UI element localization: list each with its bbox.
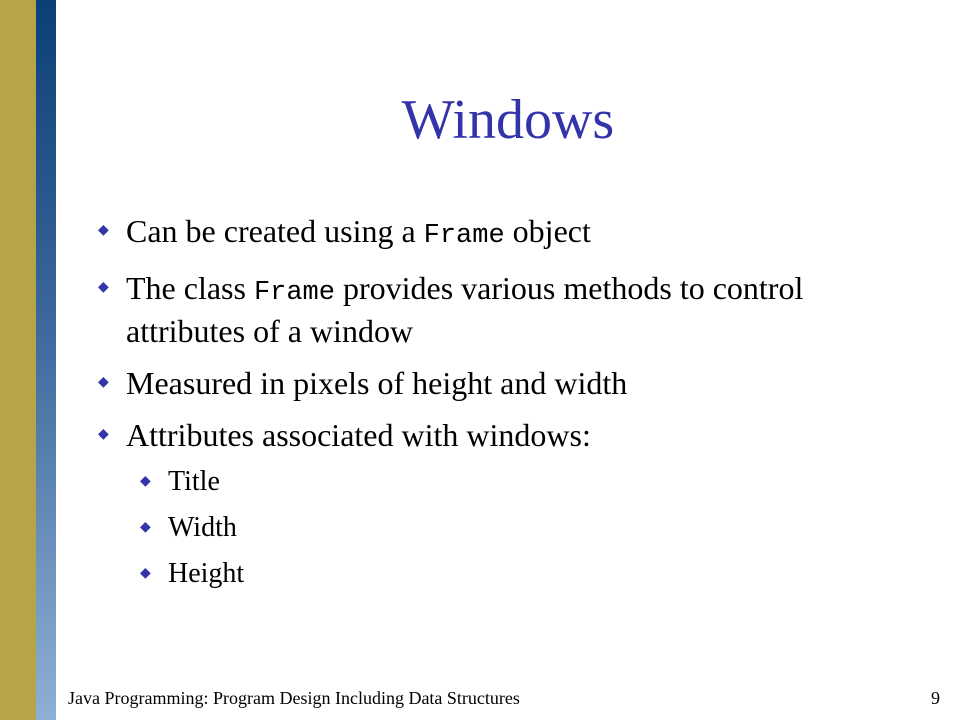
bullet-list [96, 212, 926, 604]
code-frame: Frame [253, 278, 335, 308]
bullet-item: ◆ Can be created using a Frame object [98, 213, 591, 251]
diamond-bullet-icon: ◆ [98, 375, 109, 390]
diamond-bullet-icon: ◆ [98, 223, 109, 238]
bullet-item: ◆ Measured in pixels of height and width [98, 365, 628, 401]
diamond-bullet-icon: ◆ [98, 427, 109, 442]
diamond-bullet-icon: ◆ [140, 474, 151, 489]
sub-bullet-item: ◆ Title [140, 466, 220, 497]
sub-bullet-item: ◆ Height [140, 558, 245, 589]
bullet-item: ◆ The class Frame provides various methods to control attributes of a window [98, 270, 804, 349]
footer-text: Java Programming: Program Design Including Data Structures [68, 688, 520, 708]
diamond-bullet-icon: ◆ [98, 280, 109, 295]
page-number: 9 [931, 688, 940, 708]
left-olive-bar [0, 0, 36, 720]
bullet-item: ◆ Attributes associated with windows: [98, 417, 591, 453]
diamond-bullet-icon: ◆ [140, 520, 151, 535]
diamond-bullet-icon: ◆ [140, 566, 151, 581]
sub-bullet-item: ◆ Width [140, 512, 237, 543]
left-blue-gradient-bar [36, 0, 56, 720]
code-frame: Frame [423, 221, 505, 251]
slide-title: Windows [401, 89, 615, 151]
